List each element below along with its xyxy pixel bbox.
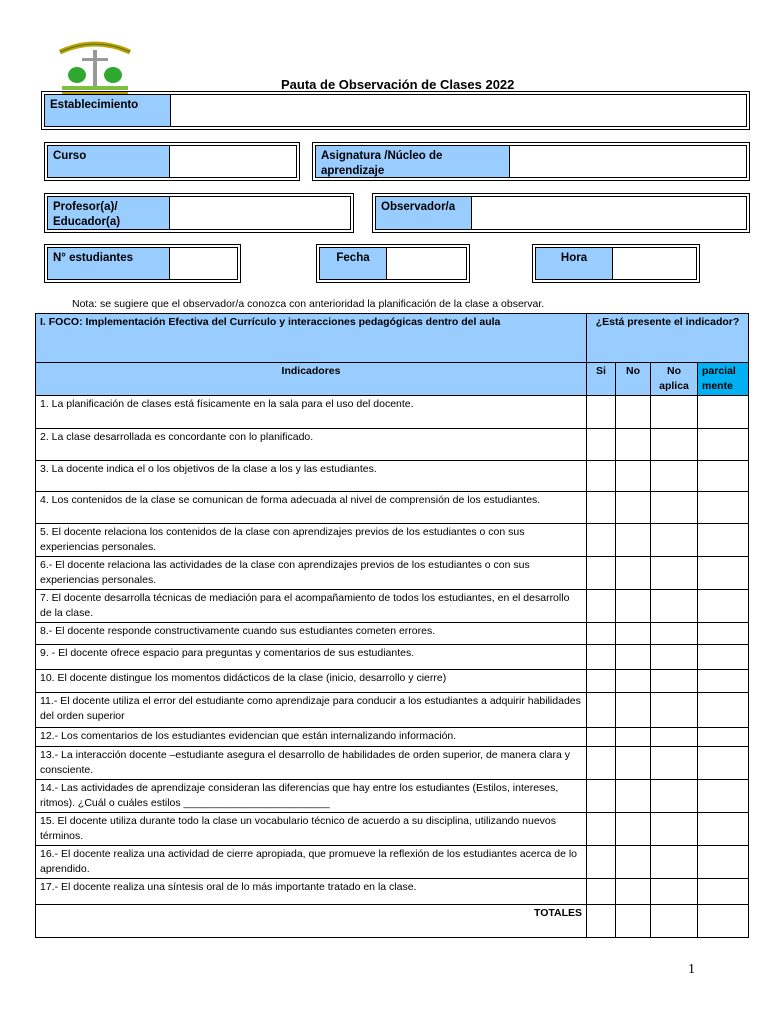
check-cell-no[interactable] bbox=[616, 492, 651, 524]
check-cell-no-aplica[interactable] bbox=[651, 693, 698, 728]
indicator-text: 14.- Las actividades de aprendizaje consideran las diferencias que hay entre los estudiantes (Estilos, intereses, ritmos). ¿Cuál o cuáles estilos _________________________ bbox=[36, 780, 587, 813]
indicator-row bbox=[36, 670, 749, 693]
check-cell-no[interactable] bbox=[616, 813, 651, 846]
total-no-aplica[interactable] bbox=[651, 905, 698, 938]
indicator-text: 8.- El docente responde constructivamente cuando sus estudiantes cometen errores. bbox=[36, 623, 587, 645]
check-cell-no[interactable] bbox=[616, 780, 651, 813]
indicator-row bbox=[36, 846, 749, 879]
check-cell-si[interactable] bbox=[587, 524, 616, 557]
check-cell-no[interactable] bbox=[616, 396, 651, 429]
totales-label: TOTALES bbox=[36, 905, 587, 938]
check-cell-si[interactable] bbox=[587, 693, 616, 728]
foco-header: I. FOCO: Implementación Efectiva del Currículo y interacciones pedagógicas dentro del aula bbox=[36, 314, 587, 363]
indicadores-header: Indicadores bbox=[36, 363, 587, 396]
check-cell-no[interactable] bbox=[616, 590, 651, 623]
observador-label: Observador/a bbox=[376, 197, 472, 229]
establecimiento-label: Establecimiento bbox=[45, 95, 171, 126]
indicator-text: 11.- El docente utiliza el error del estudiante como aprendizaje para conducir a los estudiantes a adquirir habilidades del orden superior bbox=[36, 693, 587, 728]
check-cell-no-aplica[interactable] bbox=[651, 728, 698, 747]
indicator-row bbox=[36, 461, 749, 492]
check-cell-no[interactable] bbox=[616, 461, 651, 492]
indicator-text: 9. - El docente ofrece espacio para preguntas y comentarios de sus estudiantes. bbox=[36, 645, 587, 670]
check-cell-si[interactable] bbox=[587, 492, 616, 524]
check-cell-si[interactable] bbox=[587, 396, 616, 429]
check-cell-parcial[interactable] bbox=[698, 645, 749, 670]
indicator-text: 16.- El docente realiza una actividad de cierre apropiada, que promueve la reflexión de los estudiantes acerca de lo aprendido. bbox=[36, 846, 587, 879]
n-estudiantes-label: N° estudiantes bbox=[48, 248, 170, 279]
hora-label: Hora bbox=[536, 248, 613, 279]
indicator-text: 3. La docente indica el o los objetivos de la clase a los y las estudiantes. bbox=[36, 461, 587, 492]
curso-label: Curso bbox=[48, 146, 170, 177]
check-cell-no-aplica[interactable] bbox=[651, 492, 698, 524]
indicator-row bbox=[36, 879, 749, 905]
indicator-text: 12.- Los comentarios de los estudiantes evidencian que están internalizando información. bbox=[36, 728, 587, 747]
indicator-row bbox=[36, 780, 749, 813]
check-cell-no-aplica[interactable] bbox=[651, 670, 698, 693]
presente-header: ¿Está presente el indicador? bbox=[587, 314, 749, 363]
check-cell-si[interactable] bbox=[587, 670, 616, 693]
curso-field[interactable] bbox=[47, 145, 297, 178]
check-cell-parcial[interactable] bbox=[698, 780, 749, 813]
check-cell-no-aplica[interactable] bbox=[651, 846, 698, 879]
profesor-label: Profesor(a)/ Educador(a) bbox=[48, 197, 170, 229]
indicator-row bbox=[36, 623, 749, 645]
check-cell-no-aplica[interactable] bbox=[651, 557, 698, 590]
check-cell-no-aplica[interactable] bbox=[651, 623, 698, 645]
indicator-row bbox=[36, 693, 749, 728]
indicator-text: 1. La planificación de clases está físicamente en la sala para el uso del docente. bbox=[36, 396, 587, 429]
check-cell-no[interactable] bbox=[616, 645, 651, 670]
indicator-text: 7. El docente desarrolla técnicas de mediación para el acompañamiento de todos los estudiantes, en el desarrollo de la clase. bbox=[36, 590, 587, 623]
check-cell-no[interactable] bbox=[616, 623, 651, 645]
indicator-text: 4. Los contenidos de la clase se comunican de forma adecuada al nivel de comprensión de los estudiantes. bbox=[36, 492, 587, 524]
parcial-header: parcial mente bbox=[698, 363, 749, 396]
check-cell-no-aplica[interactable] bbox=[651, 645, 698, 670]
check-cell-no[interactable] bbox=[616, 728, 651, 747]
total-parcial[interactable] bbox=[698, 905, 749, 938]
check-cell-no[interactable] bbox=[616, 879, 651, 905]
check-cell-parcial[interactable] bbox=[698, 590, 749, 623]
check-cell-parcial[interactable] bbox=[698, 670, 749, 693]
indicator-row bbox=[36, 728, 749, 747]
indicator-text: 10. El docente distingue los momentos didácticos de la clase (inicio, desarrollo y cierre) bbox=[36, 670, 587, 693]
check-cell-parcial[interactable] bbox=[698, 461, 749, 492]
check-cell-parcial[interactable] bbox=[698, 693, 749, 728]
si-header: Si bbox=[587, 363, 616, 396]
check-cell-si[interactable] bbox=[587, 557, 616, 590]
check-cell-no[interactable] bbox=[616, 429, 651, 461]
check-cell-parcial[interactable] bbox=[698, 728, 749, 747]
check-cell-no-aplica[interactable] bbox=[651, 879, 698, 905]
check-cell-si[interactable] bbox=[587, 879, 616, 905]
check-cell-no[interactable] bbox=[616, 524, 651, 557]
check-cell-no[interactable] bbox=[616, 693, 651, 728]
check-cell-si[interactable] bbox=[587, 747, 616, 780]
no-header: No bbox=[616, 363, 651, 396]
check-cell-parcial[interactable] bbox=[698, 492, 749, 524]
check-cell-si[interactable] bbox=[587, 846, 616, 879]
indicator-row bbox=[36, 524, 749, 557]
check-cell-no-aplica[interactable] bbox=[651, 461, 698, 492]
check-cell-parcial[interactable] bbox=[698, 879, 749, 905]
check-cell-no-aplica[interactable] bbox=[651, 429, 698, 461]
check-cell-no-aplica[interactable] bbox=[651, 396, 698, 429]
check-cell-parcial[interactable] bbox=[698, 747, 749, 780]
page-title: Pauta de Observación de Clases 2022 bbox=[281, 77, 515, 92]
check-cell-no[interactable] bbox=[616, 557, 651, 590]
school-logo bbox=[52, 38, 138, 96]
check-cell-no-aplica[interactable] bbox=[651, 590, 698, 623]
indicator-row bbox=[36, 645, 749, 670]
no-aplica-header: No aplica bbox=[651, 363, 698, 396]
check-cell-si[interactable] bbox=[587, 645, 616, 670]
indicator-row bbox=[36, 747, 749, 780]
check-cell-parcial[interactable] bbox=[698, 396, 749, 429]
check-cell-si[interactable] bbox=[587, 461, 616, 492]
indicator-row bbox=[36, 590, 749, 623]
n-estudiantes-field[interactable] bbox=[47, 247, 238, 280]
check-cell-no-aplica[interactable] bbox=[651, 747, 698, 780]
check-cell-parcial[interactable] bbox=[698, 846, 749, 879]
fecha-field[interactable] bbox=[319, 247, 467, 280]
check-cell-parcial[interactable] bbox=[698, 623, 749, 645]
indicator-text: 17.- El docente realiza una síntesis oral de lo más importante tratado en la clase. bbox=[36, 879, 587, 905]
check-cell-parcial[interactable] bbox=[698, 557, 749, 590]
indicator-text: 2. La clase desarrollada es concordante con lo planificado. bbox=[36, 429, 587, 461]
check-cell-no[interactable] bbox=[616, 747, 651, 780]
observador-field[interactable] bbox=[375, 196, 747, 230]
check-cell-parcial[interactable] bbox=[698, 429, 749, 461]
check-cell-si[interactable] bbox=[587, 590, 616, 623]
establecimiento-field[interactable] bbox=[44, 94, 747, 127]
indicator-text: 13.- La interacción docente –estudiante asegura el desarrollo de habilidades de orden superior, de manera clara y consciente. bbox=[36, 747, 587, 780]
check-cell-si[interactable] bbox=[587, 780, 616, 813]
total-si[interactable] bbox=[587, 905, 616, 938]
nota-text: Nota: se sugiere que el observador/a conozca con anterioridad la planificación de la clase a observar. bbox=[72, 298, 545, 310]
check-cell-no-aplica[interactable] bbox=[651, 780, 698, 813]
check-cell-parcial[interactable] bbox=[698, 524, 749, 557]
hora-field[interactable] bbox=[535, 247, 697, 280]
profesor-field[interactable] bbox=[47, 196, 351, 230]
check-cell-si[interactable] bbox=[587, 813, 616, 846]
check-cell-si[interactable] bbox=[587, 429, 616, 461]
check-cell-no-aplica[interactable] bbox=[651, 524, 698, 557]
asignatura-label: Asignatura /Núcleo de aprendizaje bbox=[316, 146, 510, 177]
indicator-row bbox=[36, 813, 749, 846]
indicator-text: 15. El docente utiliza durante todo la clase un vocabulario técnico de acuerdo a su disciplina, utilizando nuevos términos. bbox=[36, 813, 587, 846]
check-cell-no[interactable] bbox=[616, 670, 651, 693]
check-cell-si[interactable] bbox=[587, 728, 616, 747]
indicator-row bbox=[36, 429, 749, 461]
fecha-label: Fecha bbox=[320, 248, 387, 279]
check-cell-si[interactable] bbox=[587, 623, 616, 645]
indicator-text: 6.- El docente relaciona las actividades de la clase con aprendizajes previos de los estudiantes o con sus experiencias personales. bbox=[36, 557, 587, 590]
check-cell-no-aplica[interactable] bbox=[651, 813, 698, 846]
asignatura-field[interactable] bbox=[315, 145, 747, 178]
indicator-text: 5. El docente relaciona los contenidos de la clase con aprendizajes previos de los estudiantes o con sus experiencias personales. bbox=[36, 524, 587, 557]
page-number: 1 bbox=[688, 962, 695, 977]
indicator-row bbox=[36, 557, 749, 590]
indicator-row bbox=[36, 396, 749, 429]
indicator-row bbox=[36, 492, 749, 524]
total-no[interactable] bbox=[616, 905, 651, 938]
observation-table bbox=[35, 313, 749, 938]
check-cell-parcial[interactable] bbox=[698, 813, 749, 846]
check-cell-no[interactable] bbox=[616, 846, 651, 879]
